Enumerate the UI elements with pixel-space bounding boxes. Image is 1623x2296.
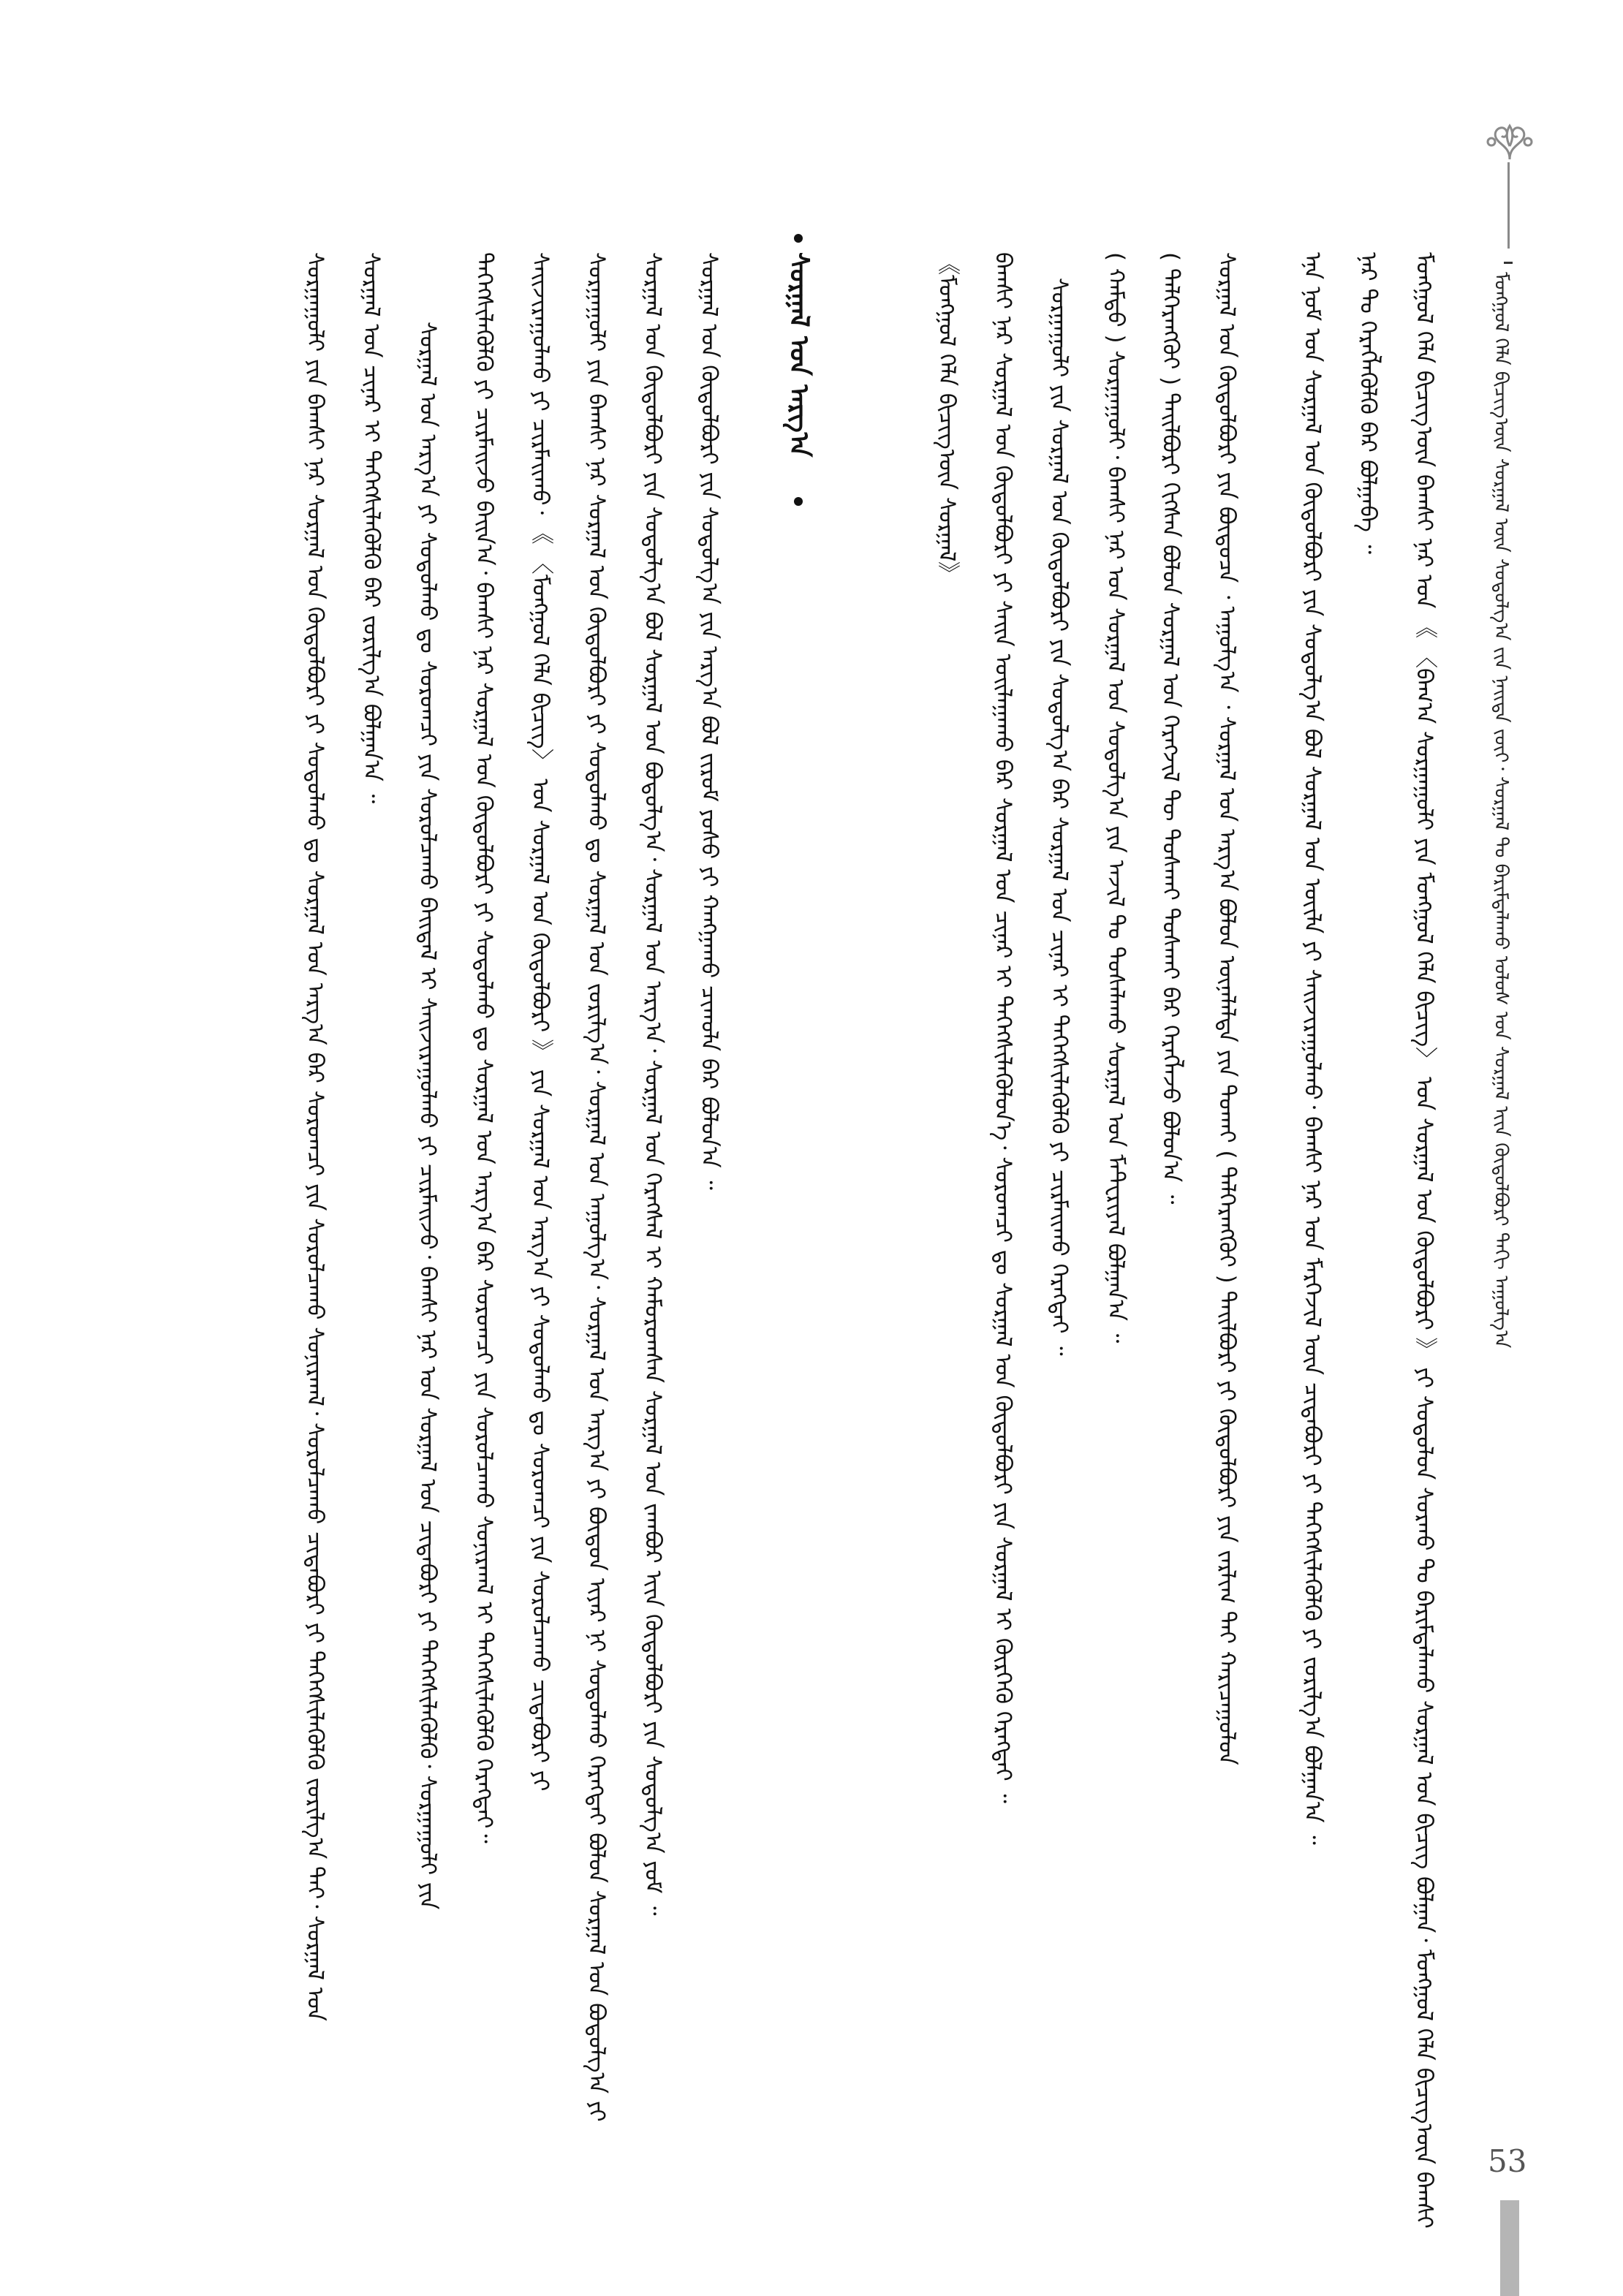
text-column: ᠰᠠᠢᠵᠢᠷᠠᠭᠤᠯᠬᠤ ᠶᠢ ᠴᠢᠷᠮᠠᠢᠬᠤ᠂ 《 〈ᠮᠣᠩᠭᠣᠯ ᠬᠡᠯᠡ ᠪᠢᠴᠢᠭ〉 ᠤᠨ ᠰᠤᠷᠭᠠᠯ ᠤᠨ ᠬᠥᠲᠥᠯᠪᠦᠷᠢ 》 ᠶᠢᠨ ᠰᠤᠷᠭᠠᠯ ᠤᠨ ᠠᠷᠭ᠎ᠠ ᠶᠢ ᠰᠤᠳᠤᠯᠬᠤ ᠳᠤ ᠰᠤᠷᠤᠭᠴᠢ ᠶᠢᠨ ᠰᠤᠷᠤᠯᠴᠠᠬᠤ ᠴᠢᠳᠠᠪᠤᠷᠢ ᠶᠢ	[527, 252, 553, 1792]
text-column: ᠰᠤᠷᠭᠠᠭᠤᠯᠢ ᠶᠢᠨ ᠪᠠᠭᠰᠢ ᠨᠠᠷ ᠰᠤᠷᠭᠠᠯ ᠤᠨ ᠬᠥᠲᠥᠯᠪᠦᠷᠢ ᠶᠢ ᠰᠤᠳᠤᠯᠬᠤ ᠳᠤ ᠰᠤᠷᠭᠠᠯ ᠤᠨ ᠠᠷᠭ᠎ᠠ ᠪᠠᠷ ᠰᠤᠷᠤᠭᠴᠢ ᠶᠢᠨ ᠰᠤᠷᠤᠯᠴᠠᠬᠤ ᠰᠣᠨᠢᠷᠬᠠᠯ᠂ ᠰᠤᠷᠤᠯᠴᠠᠬᠤ ᠴᠢᠳᠠᠪᠤᠷᠢ ᠶᠢ ᠳᠡᠭᠡᠭᠰᠢᠯᠡᠭᠦᠯᠬᠦ ᠵᠣᠷᠢᠯᠭ᠎ᠠ ᠲᠠᠢ᠂ ᠰᠤᠷᠭᠠᠯ ᠤᠨ	[302, 252, 328, 2022]
section-heading: ᠰᠤᠷᠭᠠᠯ ᠤᠨ ᠠᠷᠭ᠎ᠠ	[784, 252, 814, 458]
text-column: ᠪᠠᠭᠰᠢ ᠨᠠᠷ ᠰᠤᠷᠭᠠᠯ ᠤᠨ ᠬᠥᠲᠥᠯᠪᠦᠷᠢ ᠶᠢ ᠰᠠᠢᠨ ᠣᠢᠯᠠᠭᠠᠬᠤ ᠪᠠᠷ ᠰᠤᠷᠭᠠᠯ ᠤᠨ ᠴᠢᠨᠠᠷ ᠢ ᠳᠡᠭᠡᠭᠰᠢᠯᠡᠭᠦᠯᠦᠨ᠎ᠡ᠂ ᠰᠤᠷᠤᠭᠴᠢ ᠳᠤ ᠰᠤᠷᠭᠠᠯ ᠤᠨ ᠬᠥᠲᠥᠯᠪᠦᠷᠢ ᠶᠢᠨ ᠰᠤᠷᠭᠠᠯ ᠢ ᠬᠦᠷᠭᠡᠬᠦ ᠬᠡᠷᠡᠭᠲᠡᠢ ᠃	[990, 252, 1016, 1803]
page-edge-tab	[1500, 2200, 1519, 2296]
running-title: ᠮᠣᠩᠭᠣᠯ ᠬᠡᠯᠡ ᠪᠢᠴᠢᠭ᠎ᠦᠨ ᠰᠤᠷᠭᠠᠯ ᠦᠨ ᠰᠤᠳᠤᠯᠭ᠎ᠠ ᠵᠢᠨ ᠨᠡᠢᠲᠡ ᠵᠦᠢ᠂ ᠰᠤᠷᠭᠠᠯ ᠲᠤ ᠪᠠᠷᠢᠮᠲᠠᠯᠠᠬᠤ ᠤᠯᠤᠰ ᠤᠨ ᠰᠤᠷᠭᠠᠯ ᠢᠢᠨ ᠬᠥᠲᠥᠯᠪᠦᠷᠢ ᠳᠠᠬᠢ ᠠᠭᠤᠯᠭ᠎ᠠ	[1490, 272, 1512, 1349]
header-rule	[1507, 162, 1510, 249]
text-column: 《ᠮᠣᠩᠭᠣᠯ ᠬᠡᠯᠡ ᠪᠢᠴᠢᠭ᠎ᠦᠨ ᠰᠤᠷᠭᠠᠯ》	[934, 252, 960, 585]
text-column: ᠡᠨᠡ ᠨᠣᠮ ᠤᠨ ᠰᠤᠷᠭᠠᠯ ᠤᠨ ᠬᠥᠲᠥᠯᠪᠦᠷᠢ ᠶᠢᠨ ᠰᠤᠳᠤᠯᠭ᠎ᠠ ᠪᠣᠯ ᠰᠤᠷᠭᠠᠯ ᠤᠨ ᠦᠢᠯᠡ ᠶᠢ ᠰᠠᠢᠵᠢᠷᠠᠭᠤᠯᠬᠤ᠂ ᠪᠠᠭᠰᠢ ᠨᠠᠷ ᠤᠨ ᠮᠡᠷᠭᠡᠵᠢᠯ ᠦᠨ ᠴᠢᠳᠠᠪᠤᠷᠢ ᠶᠢ ᠳᠡᠭᠡᠭᠰᠢᠯᠡᠭᠦᠯᠬᠦ ᠶᠢ ᠵᠣᠷᠢᠯᠭ᠎ᠠ ᠪᠣᠯᠭᠠᠨ᠎ᠠ ᠃	[1299, 252, 1325, 1845]
text-column: ᠰᠤᠷᠭᠠᠯ ᠤᠨ ᠬᠥᠲᠥᠯᠪᠦᠷᠢ ᠶᠢᠨ ᠪᠦᠲᠦᠴᠡ ᠂ ᠠᠭᠤᠯᠭ᠎ᠠ ᠂ ᠰᠤᠷᠭᠠᠯ ᠤᠨ ᠠᠷᠭ᠎ᠠ ᠪᠣᠯᠤᠨ ᠦᠨᠡᠯᠡᠯᠲᠡ ᠶᠢᠨ ᠲᠤᠬᠠᠢ ( ᠳᠡᠯᠭᠡᠷᠡᠩᠭᠦᠢ ) ᠲᠠᠢᠯᠪᠤᠷᠢ ᠶᠢ ᠬᠥᠲᠥᠯᠪᠦᠷᠢ ᠶᠢᠨ ᠵᠠᠷᠯᠢᠭ ᠲᠠᠢ ᠬᠠᠷᠢᠴᠠᠭᠤᠯᠤᠨ	[1214, 252, 1240, 1765]
text-column: ᠰᠤᠷᠭᠠᠯ ᠤᠨ ᠬᠥᠲᠥᠯᠪᠦᠷᠢ ᠶᠢᠨ ᠰᠤᠳᠤᠯᠭ᠎ᠠ ᠶᠢᠨ ᠠᠷᠭ᠎ᠠ ᠪᠣᠯ ᠵᠢᠷᠤᠮ ᠶᠣᠰᠤ ᠶᠢ ᠬᠠᠩᠭᠠᠬᠤ ᠴᠢᠬᠤᠯᠠ ᠪᠡᠷ ᠪᠣᠯᠤᠨ᠎ᠠ ᠃	[696, 252, 722, 1190]
text-column: ᠰᠤᠷᠭᠠᠯ ᠤᠨ ᠴᠢᠨᠠᠷ ᠢ ᠳᠡᠭᠡᠭᠰᠢᠯᠡᠭᠦᠯᠬᠦ ᠪᠠᠷ ᠵᠣᠷᠢᠯᠭ᠎ᠠ ᠪᠣᠯᠭᠠᠨ᠎ᠠ ᠃	[358, 252, 385, 804]
text-column: ( ᠬᠠᠮᠲᠤ ) ᠰᠤᠷᠭᠠᠭᠤᠯᠢ᠂ ᠪᠠᠭᠰᠢ ᠨᠠᠷ ᠤᠨ ᠰᠤᠷᠭᠠᠯ ᠤᠨ ᠰᠤᠳᠤᠯᠭ᠎ᠠ ᠶᠢᠨ ᠠᠵᠢᠯ ᠲᠤ ᠲᠤᠰᠠᠯᠠᠬᠤ ᠰᠤᠷᠭᠠᠯ ᠤᠨ ᠮᠠᠲᠸᠷᠢᠶᠠᠯ ᠪᠣᠯᠭᠠᠨ᠎ᠠ ᠃	[1102, 252, 1129, 1344]
header-dash	[1504, 262, 1513, 264]
text-column: ᠮᠣᠩᠭᠣᠯ ᠬᠡᠯᠡ ᠪᠢᠴᠢᠭ᠎ᠦᠨ ᠪᠠᠭᠰᠢ ᠨᠠᠷ ᠤᠨ 《 〈ᠪᠠᠭ᠎ᠠ ᠰᠤᠷᠭᠠᠭᠤᠯᠢ ᠶᠢᠨ ᠮᠣᠩᠭᠣᠯ ᠬᠡᠯᠡ ᠪᠢᠴᠢᠭ〉 ᠤᠨ ᠰᠤᠷᠭᠠᠯ ᠤᠨ ᠬᠥᠲᠥᠯᠪᠦᠷᠢ 》 ᠶᠢ ᠰᠤᠳᠤᠯᠤᠨ ᠰᠤᠷᠬᠤ ᠲᠤ ᠪᠠᠷᠢᠮᠲᠠᠯᠠᠬᠤ ᠰᠤᠷᠭᠠᠯ ᠤᠨ ᠪᠢᠴᠢᠭ ᠪᠣᠯᠭᠠᠨ᠂ ᠮᠣᠩᠭᠣᠯ ᠬᠡᠯᠡ ᠪᠢᠴᠢᠭ᠎ᠦᠨ ᠪᠠᠭᠰᠢ	[1411, 252, 1437, 2229]
text-column: ᠰᠤᠷᠭᠠᠯ ᠤᠨ ᠬᠥᠲᠥᠯᠪᠦᠷᠢ ᠶᠢᠨ ᠰᠤᠳᠤᠯᠭ᠎ᠠ ᠪᠣᠯ ᠰᠤᠷᠭᠠᠯ ᠤᠨ ᠪᠣᠳᠤᠯᠭ᠎ᠠ᠂ ᠰᠤᠷᠭᠠᠯ ᠤᠨ ᠠᠷᠭ᠎ᠠ᠂ ᠰᠤᠷᠭᠠᠯ ᠤᠨ ᠬᠡᠷᠡᠭᠰᠡᠯ ᠢ ᠬᠠᠮᠤᠷᠤᠭᠰᠠᠨ ᠰᠤᠷᠭᠠᠯ ᠤᠨ ᠵᠠᠭᠪᠤᠷ ᠢᠢᠨ ᠬᠥᠲᠥᠯᠪᠦᠷᠢ ᠶᠢᠨ ᠰᠤᠳᠤᠯᠭ᠎ᠠ ᠶᠤᠮ ᠃	[640, 252, 666, 1916]
text-column: ᠳᠡᠭᠡᠭᠰᠢᠯᠡᠭᠦᠯᠬᠦ ᠶᠢ ᠴᠢᠷᠮᠠᠢᠵᠤ ᠪᠠᠢᠨ᠎ᠠ᠂ ᠪᠠᠭᠰᠢ ᠨᠠᠷ ᠰᠤᠷᠭᠠᠯ ᠤᠨ ᠬᠥᠲᠥᠯᠪᠦᠷᠢ ᠶᠢ ᠰᠤᠳᠤᠯᠬᠤ ᠳᠤ ᠰᠤᠷᠭᠠᠯ ᠤᠨ ᠠᠷᠭ᠎ᠠ ᠪᠠᠷ ᠰᠤᠷᠤᠭᠴᠢ ᠶᠢᠨ ᠰᠤᠷᠤᠯᠴᠠᠬᠤ ᠰᠣᠨᠢᠷᠬᠠᠯ ᠢ ᠳᠡᠭᠡᠭᠰᠢᠯᠡᠭᠦᠯᠬᠦ ᠬᠡᠷᠡᠭᠲᠡᠢ᠃	[471, 252, 497, 1844]
text-column: ᠰᠤᠷᠭᠠᠭᠤᠯᠢ ᠶᠢᠨ ᠰᠤᠷᠭᠠᠯ ᠤᠨ ᠬᠥᠲᠥᠯᠪᠦᠷᠢ ᠶᠢᠨ ᠰᠤᠳᠤᠯᠭ᠎ᠠ ᠪᠠᠷ ᠰᠤᠷᠭᠠᠯ ᠤᠨ ᠴᠢᠨᠠᠷ ᠢ ᠳᠡᠭᠡᠭᠰᠢᠯᠡᠭᠦᠯᠬᠦ ᠶᠢ ᠴᠢᠷᠮᠠᠢᠬᠤ ᠬᠡᠷᠡᠭᠲᠡᠢ ᠃	[1046, 278, 1072, 1356]
text-column: ( ᠳᠡᠯᠭᠡᠷᠡᠩᠭᠦᠢ ) ᠲᠠᠢᠯᠪᠤᠷᠢ ᠬᠢᠭᠰᠡᠨ ᠪᠣᠯᠤᠨ ᠰᠤᠷᠭᠠᠯ ᠤᠨ ᠬᠡᠷᠡᠭᠵᠢᠯ ᠲᠦ ᠲᠤᠰᠬᠠᠢ ᠲᠤᠰᠬᠠᠢ ᠪᠠᠷ ᠬᠡᠷᠡᠭᠯᠡᠵᠦ ᠪᠣᠯᠤᠨ᠎ᠠ ᠃	[1157, 252, 1184, 1205]
heading-bullet-top	[794, 234, 803, 243]
text-column: ᠨᠠᠷ ᠲᠤ ᠬᠡᠷᠡᠭᠯᠡᠭᠦᠯᠬᠦ ᠪᠠᠷ ᠪᠣᠯᠭᠠᠪᠠ ᠃	[1355, 252, 1381, 555]
text-column: ᠰᠤᠷᠭᠠᠭᠤᠯᠢ ᠶᠢᠨ ᠪᠠᠭᠰᠢ ᠨᠠᠷ ᠰᠤᠷᠭᠠᠯ ᠤᠨ ᠬᠥᠲᠥᠯᠪᠦᠷᠢ ᠶᠢ ᠰᠤᠳᠤᠯᠬᠤ ᠳᠤ ᠰᠤᠷᠭᠠᠯ ᠤᠨ ᠵᠣᠷᠢᠯᠭ᠎ᠠ᠂ ᠰᠤᠷᠭᠠᠯ ᠤᠨ ᠠᠭᠤᠯᠭ᠎ᠠ᠂ ᠰᠤᠷᠭᠠᠯ ᠤᠨ ᠠᠷᠭ᠎ᠠ ᠶᠢ ᠪᠦᠲᠦᠨ ᠢᠶᠡᠷ ᠨᠢ ᠰᠤᠳᠤᠯᠬᠤ ᠬᠡᠷᠡᠭᠲᠡᠢ ᠪᠣᠯᠤᠨ ᠰᠤᠷᠭᠠᠯ ᠤᠨ ᠪᠣᠳᠤᠯᠭ᠎ᠠ ᠶᠢ	[583, 252, 610, 2122]
ornament-icon	[1484, 117, 1535, 161]
text-column: ᠰᠤᠷᠭᠠᠯ ᠤᠨ ᠠᠷᠭ᠎ᠠ ᠶᠢ ᠰᠤᠳᠤᠯᠬᠤ ᠳᠤ ᠰᠤᠷᠤᠭᠴᠢ ᠶᠢᠨ ᠰᠤᠷᠤᠯᠴᠠᠬᠤ ᠪᠠᠢᠳᠠᠯ ᠢ ᠰᠠᠢᠵᠢᠷᠠᠭᠤᠯᠬᠤ ᠶᠢ ᠴᠢᠷᠮᠠᠢᠵᠤ᠂ ᠪᠠᠭᠰᠢ ᠨᠠᠷ ᠤᠨ ᠰᠤᠷᠭᠠᠯ ᠤᠨ ᠴᠢᠳᠠᠪᠤᠷᠢ ᠶᠢ ᠳᠡᠭᠡᠭᠰᠢᠯᠡᠭᠦᠯᠬᠦ᠂ ᠰᠤᠷᠭᠠᠭᠤᠯᠢ ᠶᠢᠨ	[415, 322, 441, 1910]
page-number: 53	[1488, 2143, 1527, 2179]
heading-bullet-bottom	[794, 497, 803, 506]
